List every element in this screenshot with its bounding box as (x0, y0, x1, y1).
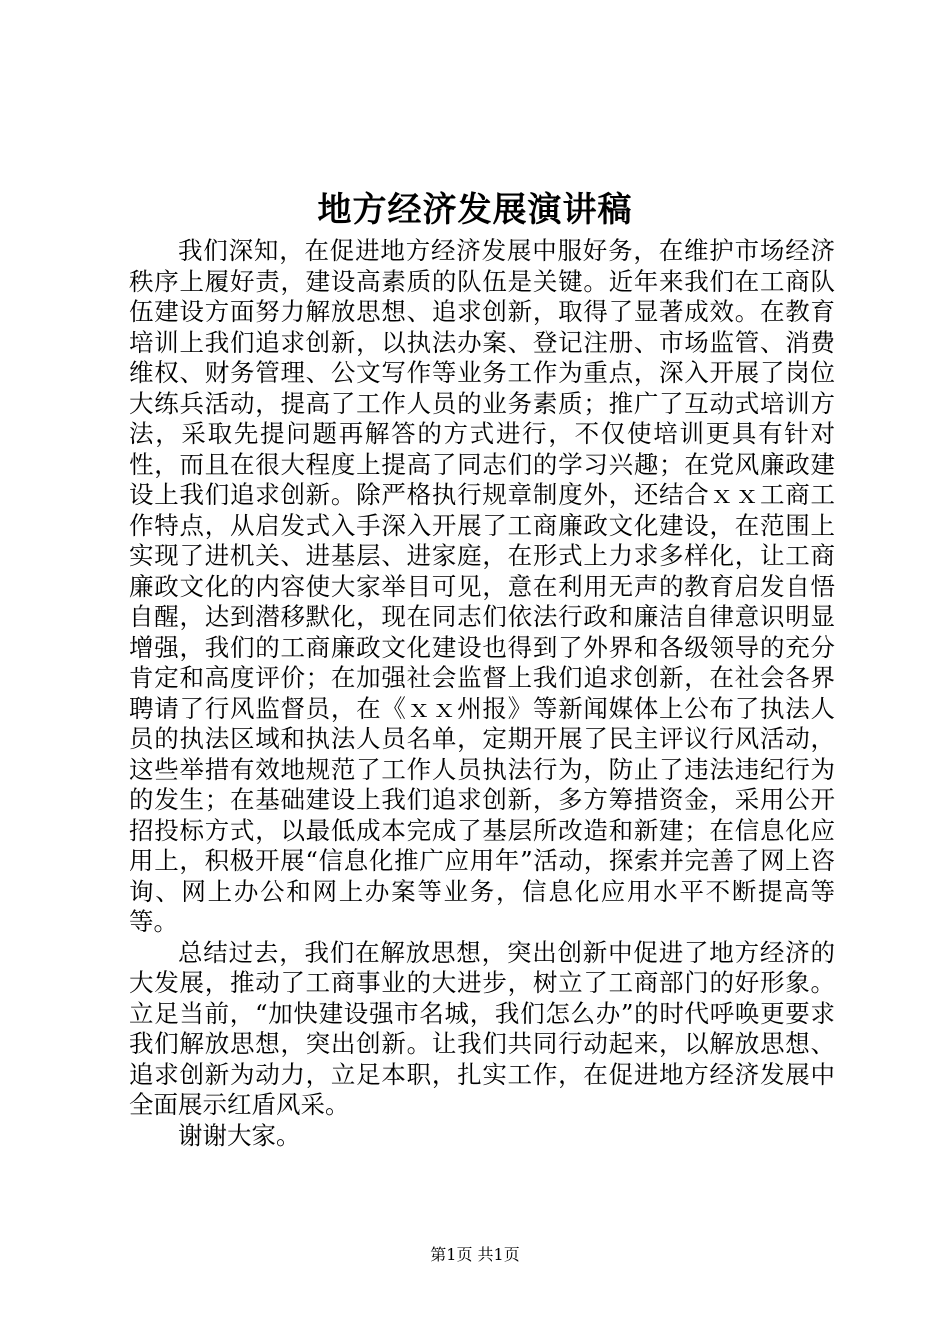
document-body (129, 236, 835, 1151)
paragraph-1: 我们深知，在促进地方经济发展中服好务，在维护市场经济秩序上履好责，建设高素质的队伍是关键。近年来我们在工商队伍建设方面努力解放思想、追求创新，取得了显著成效。在教育培训上我们追求创新，以执法办案、登记注册、市场监管、消费维权、财务管理、公文写作等业务工作为重点，深入开展了岗位大练兵活动，提高了工作人员的业务素质；推广了互动式培训方法，采取先提问题再解答的方式进行，不仅使培训更具有针对性，而且在很大程度上提高了同志们的学习兴趣；在党风廉政建设上我们追求创新。除严格执行规章制度外，还结合ｘｘ工商工作特点，从启发式入手深入开展了工商廉政文化建设，在范围上实现了进机关、进基层、进家庭，在形式上力求多样化，让工商廉政文化的内容使大家举目可见，意在利用无声的教育启发自悟自醒，达到潜移默化，现在同志们依法行政和廉洁自律意识明显增强，我们的工商廉政文化建设也得到了外界和各级领导的充分肯定和高度评价；在加强社会监督上我们追求创新，在社会各界聘请了行风监督员，在《ｘｘ州报》等新闻媒体上公布了执法人员的执法区域和执法人员名单，定期开展了民主评议行风活动，这些举措有效地规范了工作人员执法行为，防止了违法违纪行为的发生；在基础建设上我们追求创新，多方筹措资金，采用公开招投标方式，以最低成本完成了基层所改造和新建；在信息化应用上，积极开展“信息化推广应用年”活动，探索并完善了网上咨询、网上办公和网上办案等业务，信息化应用水平不断提高等等。 (129, 236, 835, 936)
document-title: 地方经济发展演讲稿 (317, 190, 633, 230)
paragraph-2: 总结过去，我们在解放思想，突出创新中促进了地方经济的大发展，推动了工商事业的大进步，树立了工商部门的好形象。立足当前，“加快建设强市名城，我们怎么办”的时代呼唤更要求我们解放思想，突出创新。让我们共同行动起来，以解放思想、追求创新为动力，立足本职，扎实工作，在促进地方经济发展中全面展示红盾风采。 (129, 937, 835, 1119)
paragraph-3: 谢谢大家。 (178, 1120, 301, 1150)
page-footer: 第1页 共1页 (430, 1245, 520, 1264)
